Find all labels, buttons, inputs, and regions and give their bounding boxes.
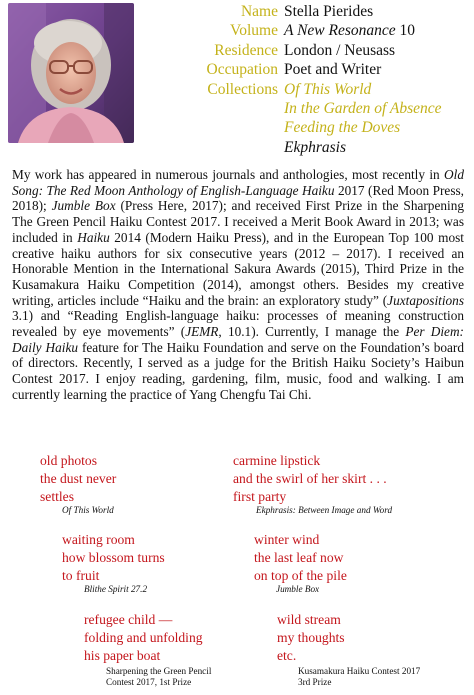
haiku-line: carmine lipstick	[233, 453, 321, 468]
haiku-line: my thoughts	[277, 630, 345, 645]
collections-row	[136, 138, 472, 157]
haiku-source: Ekphrasis: Between Image and Word	[256, 505, 393, 515]
volume-title: A New Resonance	[284, 22, 396, 40]
biography-paragraph	[12, 167, 464, 403]
collections-row	[136, 118, 472, 137]
haiku-poem	[84, 611, 203, 665]
haiku-line: etc.	[277, 648, 297, 663]
haiku-poem	[254, 531, 347, 585]
haiku-line: his paper boat	[84, 648, 161, 663]
haiku-poem	[62, 531, 165, 585]
author-photo	[8, 3, 134, 143]
collections-row	[136, 80, 472, 99]
haiku-source-line: 3rd Prize	[298, 676, 332, 687]
collection-title: Of This World	[284, 80, 372, 98]
collections-row	[136, 99, 472, 118]
haiku-line: waiting room	[62, 532, 135, 547]
haiku-source: Blithe Spirit 27.2	[84, 584, 148, 594]
bio-text: 2014 (Modern Haiku Press), and in the European Top 100 most creative haiku authors for six consecutive years (2012 – 2017). I received an Honorable Mention in the International Sakura Awards (2015), Third Prize in the Kusamakura Haiku Competition (2014), amongst others. Besides my creative writing, articles include “Haiku and the brain: an exploratory study” (	[12, 229, 464, 308]
occupation-value: Poet and Writer	[284, 61, 382, 79]
name-label: Name	[240, 3, 278, 20]
haiku-source: Jumble Box	[276, 584, 320, 594]
haiku-line: on top of the pile	[254, 568, 347, 583]
haiku-source-line: Kusamakura Haiku Contest 2017	[298, 666, 421, 676]
bio-text: 3.1) and “Reading English-language haiku: processes of meaning construction revealed by eye movements” (	[12, 308, 464, 340]
haiku-line: settles	[40, 489, 74, 504]
portrait-image	[8, 3, 134, 143]
haiku-line: and the swirl of her skirt . . .	[233, 471, 387, 486]
bio-text: feature for The Haiku Foundation and serve on the Foundation’s board of directors. Recently, I served as a judge for the British Haiku Society’s Haibun Contest 2017. I enjoy reading, gardening, film, music, food and walking. I am currently learning the practice of Yang Chengfu Tai Chi.	[12, 339, 464, 402]
bio-title: Jumble Box	[51, 198, 116, 214]
volume-value	[284, 21, 415, 40]
name-row	[136, 2, 472, 21]
bio-title: Per Diem: Daily Haiku	[12, 324, 464, 355]
collection-title: In the Garden of Absence	[284, 100, 442, 118]
bio-title: Haiku	[77, 229, 110, 245]
bio-text: My work has appeared in numerous journals and anthologies, most recently in	[12, 167, 445, 182]
haiku-poem	[40, 452, 116, 506]
haiku-line: winter wind	[254, 532, 320, 547]
bio-title: Old Song: The Red Moon Anthology of English-Language Haiku	[12, 167, 464, 198]
author-name: Stella Pierides	[284, 3, 374, 20]
haiku-line: old photos	[40, 453, 98, 468]
volume-row	[136, 21, 472, 40]
residence-label: Residence	[214, 41, 278, 59]
haiku-line: refugee child —	[84, 612, 173, 627]
occupation-label: Occupation	[206, 61, 278, 79]
occupation-row	[136, 60, 472, 79]
volume-number: 10	[395, 22, 416, 40]
residence-row	[136, 41, 472, 60]
bio-text: 2017 (Red Moon Press, 2018);	[12, 182, 464, 214]
haiku-line: wild stream	[277, 612, 341, 627]
bio-text: (Press Here, 2017); and received First Prize in the Sharpening The Green Pencil Haiku Contest 2017. I received a Merit Book Award in 2013; was included in	[12, 198, 464, 245]
haiku-poem	[277, 611, 345, 665]
haiku-line: to fruit	[62, 568, 100, 583]
collections-label: Collections	[207, 80, 278, 98]
haiku-source-line: Contest 2017, 1st Prize	[106, 676, 192, 687]
haiku-line: first party	[233, 489, 287, 504]
haiku-source	[106, 666, 211, 687]
volume-label: Volume	[230, 22, 278, 40]
haiku-poem	[233, 452, 387, 506]
haiku-source-line: Sharpening the Green Pencil	[106, 666, 212, 676]
haiku-line: how blossom turns	[62, 550, 165, 565]
haiku-line: the dust never	[40, 471, 117, 486]
haiku-line: the last leaf now	[254, 550, 344, 565]
bio-text: , 10.1). Currently, I manage the	[218, 324, 406, 340]
residence-value: London / Neusass	[284, 41, 396, 59]
author-details	[136, 2, 472, 157]
bio-title: Juxtapositions	[387, 292, 464, 308]
bio-title: JEMR	[185, 324, 219, 340]
collection-title: Feeding the Doves	[284, 119, 401, 137]
haiku-line: folding and unfolding	[84, 630, 203, 645]
haiku-source	[298, 666, 420, 687]
haiku-source: Of This World	[62, 505, 114, 515]
collection-title: Ekphrasis	[284, 138, 346, 156]
